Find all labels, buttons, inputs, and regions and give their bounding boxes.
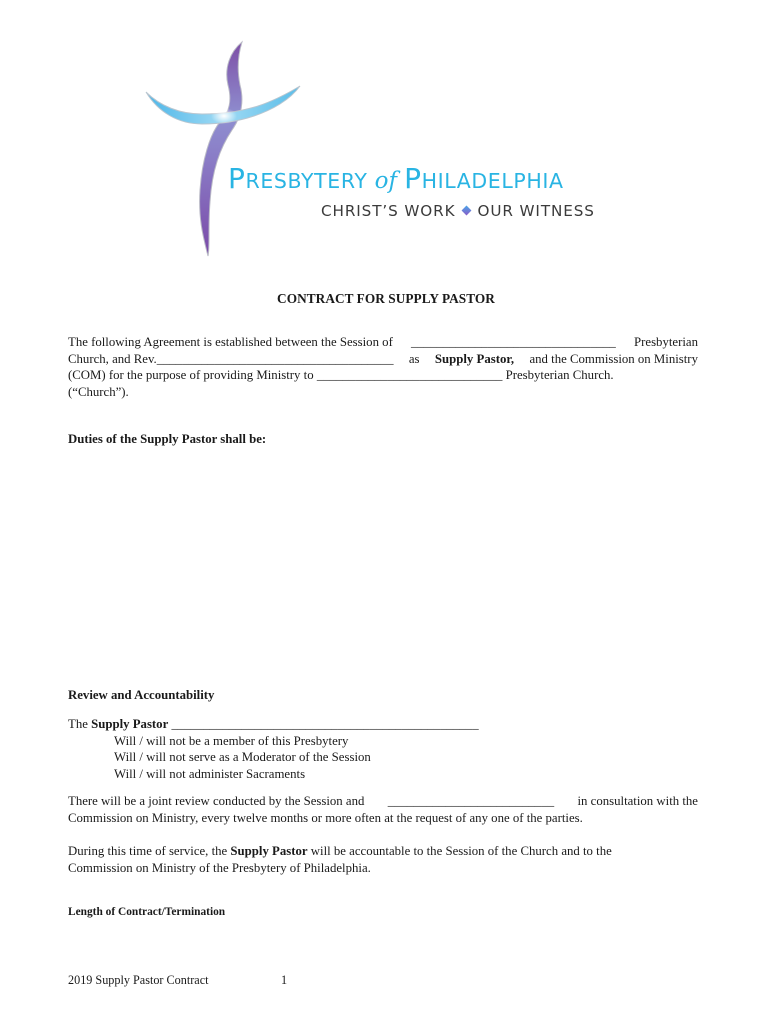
joint-review-line-1 <box>68 793 698 810</box>
intro-line-3 <box>68 367 698 384</box>
supply-pastor-options <box>68 716 698 782</box>
supply-pastor-bold: Supply Pastor <box>91 717 169 731</box>
intro-text: and the Commission on Ministry <box>529 351 698 366</box>
intro-line-4: (“Church”). <box>68 384 129 399</box>
review-text: The <box>68 717 88 731</box>
joint-review-line-2: Commission on Ministry, every twelve months or more often at the request of any one of the parties. <box>68 810 583 825</box>
logo-tagline <box>321 202 595 220</box>
option-member-presbytery[interactable]: Will / will not be a member of this Presbytery <box>114 733 349 748</box>
diamond-icon <box>462 206 472 216</box>
option-administer-sacraments[interactable]: Will / will not administer Sacraments <box>114 766 306 781</box>
review-text: There will be a joint review conducted by the Session and <box>68 794 365 808</box>
accountability-line-1 <box>68 843 698 860</box>
intro-text: The following Agreement is established between the Session of <box>68 335 393 349</box>
option-moderator-session[interactable]: Will / will not serve as a Moderator of the Session <box>114 750 371 764</box>
tagline-right: OUR WITNESS <box>477 202 595 220</box>
supply-pastor-name-blank[interactable]: ________________________________________________ <box>171 717 479 731</box>
logo-wordmark-presbytery: RESBYTERY <box>245 169 368 193</box>
tagline-left: CHRIST’S WORK <box>321 202 456 220</box>
logo-wordmark <box>228 162 564 195</box>
review-text: will be accountable to the Session of the Church and to the <box>310 844 612 858</box>
accountability-paragraph <box>68 843 698 876</box>
cross-logo-icon <box>140 30 320 265</box>
review-text: in consultation with the <box>577 794 698 808</box>
logo-wordmark-of: of <box>374 168 398 194</box>
presbytery-logo <box>140 30 640 265</box>
intro-text <box>68 351 393 368</box>
logo-wordmark-philadelphia: HILADELPHIA <box>421 169 564 193</box>
accountability-line-2: Commission on Ministry of the Presbytery of Philadelphia. <box>68 860 371 875</box>
duties-heading: Duties of the Supply Pastor shall be: <box>68 432 267 446</box>
logo-wordmark-initial: P <box>228 162 246 195</box>
supply-pastor-bold: Supply Pastor, <box>434 351 515 366</box>
logo-wordmark-initial-2: P <box>404 162 422 195</box>
joint-review-party-blank[interactable]: __________________________ <box>387 794 555 808</box>
supply-pastor-line <box>68 716 698 733</box>
footer-label: 2019 Supply Pastor Contract <box>68 973 209 987</box>
length-termination-heading: Length of Contract/Termination <box>68 906 226 918</box>
intro-text: as <box>408 351 420 366</box>
intro-text: Presbyterian Church. <box>505 368 614 382</box>
intro-line-2 <box>68 351 698 368</box>
ministry-church-blank[interactable]: _____________________________ <box>316 368 503 382</box>
document-title: CONTRACT FOR SUPPLY PASTOR <box>277 291 495 306</box>
supply-pastor-bold: Supply Pastor <box>230 844 308 858</box>
session-church-blank[interactable]: ________________________________ <box>411 335 616 349</box>
intro-paragraph <box>68 334 698 400</box>
intro-text: Presbyterian <box>634 335 698 349</box>
rev-name-blank[interactable]: _____________________________________ <box>156 351 394 366</box>
review-heading: Review and Accountability <box>68 688 215 702</box>
joint-review-paragraph <box>68 793 698 826</box>
intro-text: Church, and Rev. <box>68 351 157 366</box>
intro-line-1 <box>68 334 698 351</box>
review-text: During this time of service, the <box>68 844 228 858</box>
page-number: 1 <box>281 973 288 987</box>
intro-text: (COM) for the purpose of providing Ministry to <box>68 368 314 382</box>
